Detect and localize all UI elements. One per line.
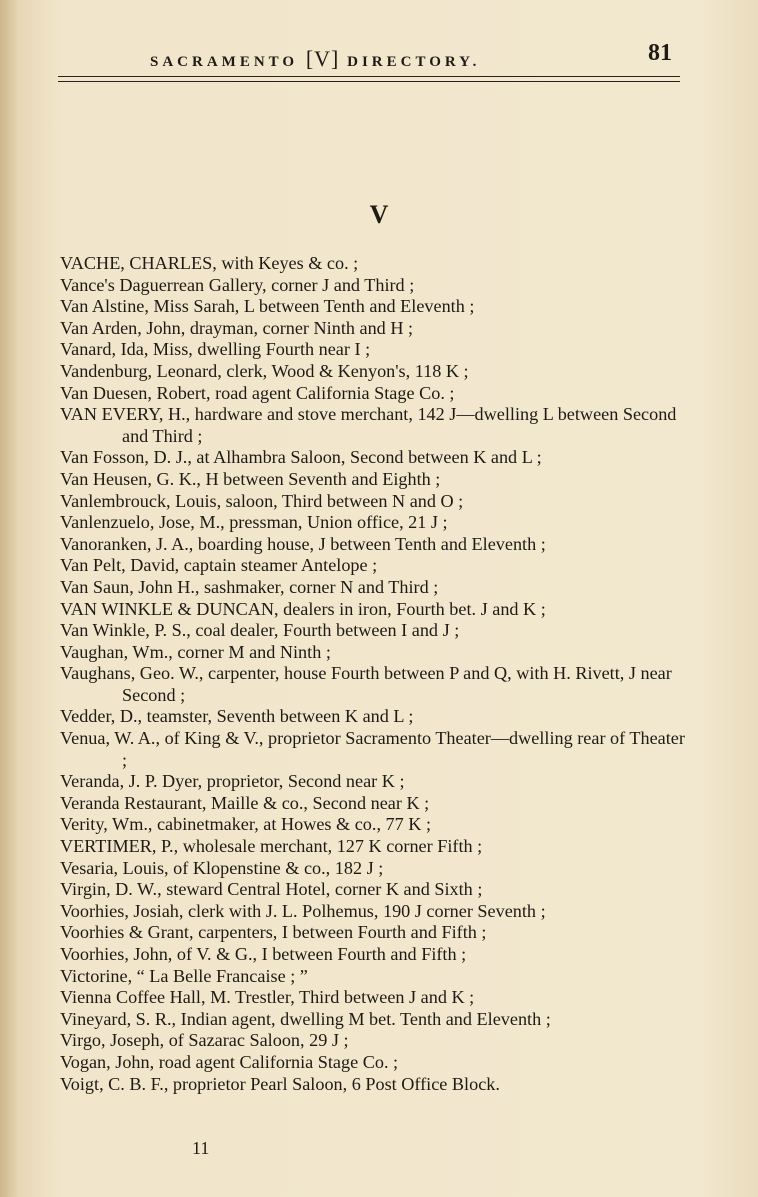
- directory-entry: Voigt, C. B. F., proprietor Pearl Saloon, 6 Post Office Block.: [60, 1073, 500, 1094]
- directory-entry: Virgo, Joseph, of Sazarac Saloon, 29 J ;: [60, 1030, 349, 1051]
- running-title-right: DIRECTORY.: [347, 54, 481, 70]
- directory-entry: Vanoranken, J. A., boarding house, J between Tenth and Eleventh ;: [60, 533, 546, 554]
- directory-entry: Van Heusen, G. K., H between Seventh and Eighth ;: [60, 468, 441, 489]
- directory-entry: Voorhies, John, of V. & G., I between Fourth and Fifth ;: [60, 944, 467, 964]
- directory-entry: Vogan, John, road agent California Stage Co. ;: [60, 1051, 399, 1072]
- directory-entry: Veranda Restaurant, Maille & co., Second near K ;: [60, 792, 430, 813]
- directory-entry: Victorine, “ La Belle Francaise ; ”: [60, 965, 308, 986]
- directory-entry: Voorhies, Josiah, clerk with J. L. Polhemus, 190 J corner Seventh ;: [60, 900, 546, 921]
- header-rule-thick: [58, 76, 680, 77]
- directory-entry: Van Winkle, P. S., coal dealer, Fourth between I and J ;: [60, 620, 460, 641]
- directory-entry: Vanlembrouck, Louis, saloon, Third between N and O ;: [60, 490, 464, 511]
- directory-entry: Vanlenzuelo, Jose, M., pressman, Union office, 21 J ;: [60, 512, 448, 533]
- directory-entry: VAN EVERY, H., hardware and stove merchant, 142 J—dwelling L between Second and Third ;: [60, 404, 677, 446]
- directory-entry: Virgin, D. W., steward Central Hotel, corner K and Sixth ;: [60, 879, 483, 900]
- directory-entry: Veranda, J. P. Dyer, proprietor, Second near K ;: [60, 771, 405, 792]
- running-title-left: SACRAMENTO: [150, 54, 299, 70]
- directory-entry: Vedder, D., teamster, Seventh between K and L ;: [60, 706, 414, 727]
- directory-entry: Van Arden, John, drayman, corner Ninth and H ;: [60, 317, 414, 338]
- page-number: 81: [648, 40, 672, 66]
- directory-entry: Van Saun, John H., sashmaker, corner N and Third ;: [60, 576, 439, 597]
- directory-entry: Vienna Coffee Hall, M. Trestler, Third between J and K ;: [60, 987, 475, 1008]
- directory-entry: Verity, Wm., cabinetmaker, at Howes & co., 77 K ;: [60, 814, 432, 835]
- directory-entry: Voorhies & Grant, carpenters, I between Fourth and Fifth ;: [60, 922, 487, 943]
- running-title-letter: [V]: [305, 46, 340, 71]
- directory-entry: Vaughan, Wm., corner M and Ninth ;: [60, 641, 331, 662]
- directory-entry: Van Alstine, Miss Sarah, L between Tenth and Eleventh ;: [60, 296, 475, 317]
- directory-entry: Vanard, Ida, Miss, dwelling Fourth near I ;: [60, 339, 371, 360]
- directory-entry: Vandenburg, Leonard, clerk, Wood & Kenyon's, 118 K ;: [60, 360, 469, 381]
- directory-entry: Vineyard, S. R., Indian agent, dwelling M bet. Tenth and Eleventh ;: [60, 1008, 551, 1029]
- directory-entry: Vesaria, Louis, of Klopenstine & co., 182 J ;: [60, 857, 384, 878]
- directory-entry: Vance's Daguerrean Gallery, corner J and Third ;: [60, 274, 415, 295]
- directory-entries: [60, 253, 690, 1095]
- signature-mark: 11: [192, 1138, 210, 1158]
- directory-entry: Van Fosson, D. J., at Alhambra Saloon, Second between K and L ;: [60, 447, 542, 468]
- running-head: [150, 40, 690, 80]
- directory-entry: VAN WINKLE & DUNCAN, dealers in iron, Fourth bet. J and K ;: [60, 598, 546, 619]
- directory-entry: Vaughans, Geo. W., carpenter, house Fourth between P and Q, with H. Rivett, J near Second ;: [60, 663, 672, 705]
- directory-entry: Venua, W. A., of King & V., proprietor Sacramento Theater—dwelling rear of Theater ;: [60, 728, 685, 770]
- directory-entry: VACHE, CHARLES, with Keyes & co. ;: [60, 253, 359, 273]
- directory-entry: Van Duesen, Robert, road agent California Stage Co. ;: [60, 382, 455, 403]
- directory-entry: Van Pelt, David, captain steamer Antelope ;: [60, 555, 378, 576]
- running-title: [150, 46, 480, 72]
- section-letter: V: [369, 200, 389, 229]
- header-rule-thin: [58, 81, 680, 82]
- directory-entry: VERTIMER, P., wholesale merchant, 127 K corner Fifth ;: [60, 836, 483, 857]
